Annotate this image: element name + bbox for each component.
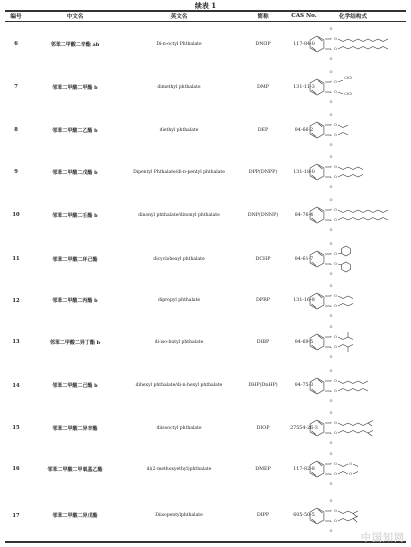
cell-cas-number: 117-84-0 [293,41,315,47]
table-row [0,238,411,280]
cell-abbreviation: DMEP [255,466,271,472]
table-row [0,66,411,108]
cell-cas-number: 131-11-3 [293,84,315,90]
svg-text:O: O [334,37,337,42]
svg-text:O: O [349,472,352,477]
svg-text:O: O [329,242,333,246]
svg-text:O: O [334,123,337,128]
cell-structure [300,66,406,108]
cell-english-name: dipropyl phthalate [157,298,201,303]
svg-text:O: O [329,113,333,117]
svg-text:O: O [334,518,337,523]
svg-text:O: O [334,165,337,170]
cell-number: 8 [14,127,18,133]
cell-number: 10 [12,212,20,218]
cell-chinese-name: 邻苯二甲酸二甲酯 b [52,84,98,91]
svg-text:O: O [329,100,333,104]
bottom-rule [5,541,406,543]
table-caption: 续表 1 [194,1,217,10]
svg-text:O: O [334,345,337,350]
chemical-structure-drawing [305,324,401,360]
cell-chinese-name: 邻苯二甲酸二丙酯 b [52,298,98,304]
cell-cas-number: 27554-26-3 [290,425,318,431]
cell-cas-number: 84-69-5 [294,339,314,345]
svg-text:O: O [334,388,337,393]
chemical-structure-drawing [305,451,401,487]
cell-abbreviation: DEP [257,127,269,133]
svg-text:O: O [329,528,333,533]
cell-english-name: Dipentyl Phthalate/di-n-pentyl phthalate [133,169,225,175]
header-cas: CAS No. [291,13,317,19]
cell-chinese-name: 邻苯二甲酸二戊酯 b [52,169,98,176]
svg-text:O: O [349,462,352,467]
cell-number: 17 [12,512,20,519]
cell-structure [300,108,406,152]
svg-text:O: O [329,498,333,503]
cell-english-name: di-iso-butyl phthalate [154,339,204,345]
cell-english-name: diisooctyl phthalate [156,425,202,431]
cell-structure [300,22,406,66]
svg-text:O: O [329,452,333,456]
svg-text:O: O [334,335,337,340]
cell-structure [300,192,406,238]
cell-structure [300,408,406,448]
svg-text:O: O [329,57,333,61]
svg-text:O: O [334,378,337,383]
svg-text:O: O [334,293,337,298]
svg-text:O: O [334,208,337,213]
svg-text:O: O [334,90,337,95]
cell-number: 7 [14,84,18,90]
cell-structure [300,448,406,490]
cell-abbreviation: DHP(DnHP) [248,383,278,388]
svg-text:O: O [334,472,337,477]
svg-text:O: O [334,462,337,467]
svg-text:CH3: CH3 [344,92,352,96]
header-cn-name: 中文名 [66,14,84,20]
svg-text:O: O [329,283,333,288]
svg-text:O: O [334,175,337,180]
svg-text:O: O [329,70,333,74]
cell-chinese-name: 邻苯二甲酸二异戊酯 [52,513,98,519]
svg-text:O: O [334,508,337,513]
cell-english-name: dicyclohexyl phthalate [153,256,205,262]
cell-chinese-name: 邻苯二甲酸二环己酯 [52,256,98,263]
svg-text:O: O [334,303,337,308]
cell-english-name: dimethyl phthalate [157,84,201,90]
cell-structure [300,280,406,321]
table-row [0,22,411,66]
cell-english-name: Diisopentylphthalate [155,513,203,518]
cell-english-name: dinonyl phthalate/dinonyl phthalate [138,212,220,218]
cell-cas-number: 84-66-2 [294,127,314,133]
svg-text:O: O [329,368,333,373]
table-row [0,321,411,363]
cell-chinese-name: 邻苯二甲酸二甲氧基乙酯 [47,466,103,473]
chemical-structure-drawing [305,112,401,148]
svg-text:O: O [334,80,337,85]
cell-chinese-name: 邻苯二甲酸二己酯 b [52,383,98,389]
table-row [0,408,411,448]
svg-text:O: O [329,155,333,159]
cell-cas-number: 131-16-8 [293,298,315,303]
table-row [0,280,411,321]
cell-abbreviation: DIBP [256,339,270,345]
cell-number: 12 [12,297,20,304]
table-row [0,192,411,238]
table-row [0,363,411,408]
header-structure: 化学结构式 [339,14,367,20]
cell-english-name: diethyl phthalate [159,127,199,133]
svg-text:O: O [334,421,337,426]
cell-abbreviation: DMP [257,84,269,90]
svg-text:O: O [329,411,333,415]
cell-number: 6 [14,41,18,47]
cell-chinese-name: 邻苯二甲酸二乙酯 b [52,127,98,134]
svg-text:O: O [329,398,333,403]
cell-structure [300,238,406,280]
svg-text:O: O [334,133,337,138]
table-row [0,108,411,152]
cell-english-name: dihexyl phthalate/di-n-hexyl phthalate [135,383,223,388]
cell-chinese-name: 邻苯二甲酸二辛酯 ab [50,41,100,48]
svg-text:O: O [329,198,333,202]
chemical-structure-drawing [305,197,401,233]
cell-number: 14 [12,382,20,389]
cell-structure [300,321,406,363]
header-en-name: 英文名 [170,14,188,20]
cell-abbreviation: DNOP [255,41,271,47]
cell-abbreviation: DIOP [256,425,270,431]
svg-text:O: O [329,325,333,329]
svg-text:CH3: CH3 [344,76,352,80]
cell-number: 15 [12,425,20,431]
cell-cas-number: 84-75-3 [294,383,314,388]
watermark: 中国知网 [361,533,405,544]
cell-structure [300,152,406,192]
cell-structure [300,363,406,408]
table-row [0,152,411,192]
svg-text:O: O [329,27,333,31]
chemical-structure-drawing [305,368,401,404]
cell-cas-number: 605-50-5 [293,513,315,518]
cell-chinese-name: 邻苯二甲酸二异丁酯 b [49,339,101,346]
header-no: 编号 [10,14,22,20]
svg-text:O: O [334,262,337,267]
svg-text:O: O [329,355,333,359]
svg-text:O: O [334,47,337,52]
table-row [0,490,411,541]
cell-abbreviation: DNP(DNNP) [247,212,279,218]
svg-text:O: O [329,482,333,486]
chemical-structure-drawing [305,154,401,190]
cell-number: 11 [12,256,20,262]
chemical-structure-drawing [305,410,401,446]
svg-text:O: O [334,431,337,436]
table-row [0,448,411,490]
header-abbr: 简称 [257,14,269,20]
svg-text:O: O [329,441,333,445]
cell-english-name: Di-n-octyl Phthalate [156,41,202,47]
cell-english-name: di(2-methoxyethyl)phthalate [146,466,212,472]
svg-text:O: O [329,313,333,318]
cell-number: 13 [12,339,20,345]
chemical-structure-drawing [305,241,401,277]
chemical-structure-drawing [305,283,401,319]
cell-number: 16 [12,466,20,472]
cell-number: 9 [14,169,18,175]
svg-text:O: O [329,143,333,147]
cell-chinese-name: 邻苯二甲酸二异辛酯 [52,425,98,432]
svg-text:O: O [334,218,337,223]
cell-cas-number: 84-76-4 [294,212,314,218]
cell-abbreviation: DPP(DNPP) [248,169,278,175]
svg-text:O: O [329,185,333,189]
cell-chinese-name: 邻苯二甲酸二壬酯 b [52,212,98,219]
svg-text:O: O [329,272,333,276]
svg-text:O: O [329,228,333,232]
cell-cas-number: 131-18-0 [293,169,315,175]
cell-abbreviation: DCHP [255,256,271,262]
cell-cas-number: 117-82-8 [293,466,315,472]
cell-abbreviation: DIPP [256,513,270,518]
chemical-structure-drawing [305,69,401,105]
cell-cas-number: 84-61-7 [294,256,314,262]
cell-abbreviation: DPRP [256,298,270,303]
chemical-structure-drawing [305,26,401,62]
svg-text:O: O [334,252,337,257]
